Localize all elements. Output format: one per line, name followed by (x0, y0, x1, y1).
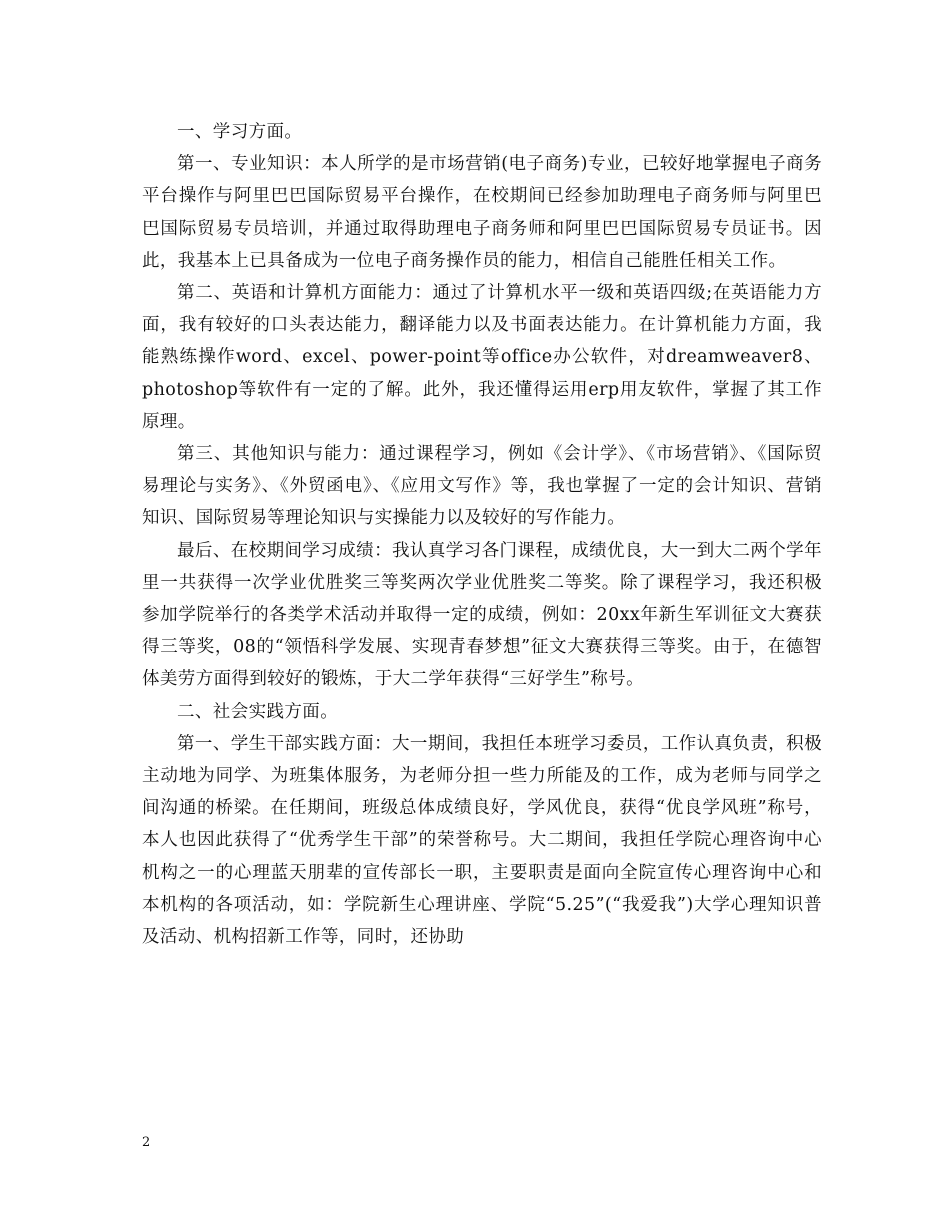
section-heading-study: 一、学习方面。 (177, 122, 303, 142)
section-heading-practice: 二、社会实践方面。 (177, 701, 339, 722)
page-number: 2 (142, 1135, 151, 1150)
document-body (142, 116, 822, 953)
paragraph-professional-knowledge: 第一、专业知识：本人所学的是市场营销(电子商务)专业，已较好地掌握电子商务平台操作与阿里巴巴国际贸易平台操作，在校期间已经参加助理电子商务师与阿里巴巴国际贸易专员培训，并通过取得助理电子商务师和阿里巴巴国际贸易专员证书。因此，我基本上已具备成为一位电子商务操作员的能力，相信自己能胜任相关工作。 (142, 154, 822, 271)
paragraph-student-cadre: 第一、学生干部实践方面：大一期间，我担任本班学习委员，工作认真负责，积极主动地为同学、为班集体服务，为老师分担一些力所能及的工作，成为老师与同学之间沟通的桥梁。在任期间，班级总体成绩良好，学风优良，获得“优良学风班”称号，本人也因此获得了“优秀学生干部”的荣誉称号。大二期间，我担任学院心理咨询中心机构之一的心理蓝天朋辈的宣传部长一职，主要职责是面向全院宣传心理咨询中心和本机构的各项活动，如：学院新生心理讲座、学院“5.25”(“我爱我”)大学心理知识普及活动、机构招新工作等，同时，还协助 (142, 733, 822, 948)
paragraph-grades: 最后、在校期间学习成绩：我认真学习各门课程，成绩优良，大一到大二两个学年里一共获得一次学业优胜奖三等奖两次学业优胜奖二等奖。除了课程学习，我还积极参加学院举行的各类学术活动并取得一定的成绩，例如：20xx年新生军训征文大赛获得三等奖，08的“领悟科学发展、实现青春梦想”征文大赛获得三等奖。由于，在德智体美劳方面得到较好的锻炼，于大二学年获得“三好学生”称号。 (142, 540, 822, 690)
paragraph-other-knowledge: 第三、其他知识与能力：通过课程学习，例如《会计学》、《市场营销》、《国际贸易理论与实务》、《外贸函电》、《应用文写作》等，我也掌握了一定的会计知识、营销知识、国际贸易等理论知识与实操能力以及较好的写作能力。 (142, 444, 822, 529)
paragraph-english-computer: 第二、英语和计算机方面能力：通过了计算机水平一级和英语四级;在英语能力方面，我有较好的口头表达能力，翻译能力以及书面表达能力。在计算机能力方面，我能熟练操作word、excel、power-point等office办公软件，对dreamweaver8、photoshop等软件有一定的了解。此外，我还懂得运用erp用友软件，掌握了其工作原理。 (142, 283, 822, 432)
